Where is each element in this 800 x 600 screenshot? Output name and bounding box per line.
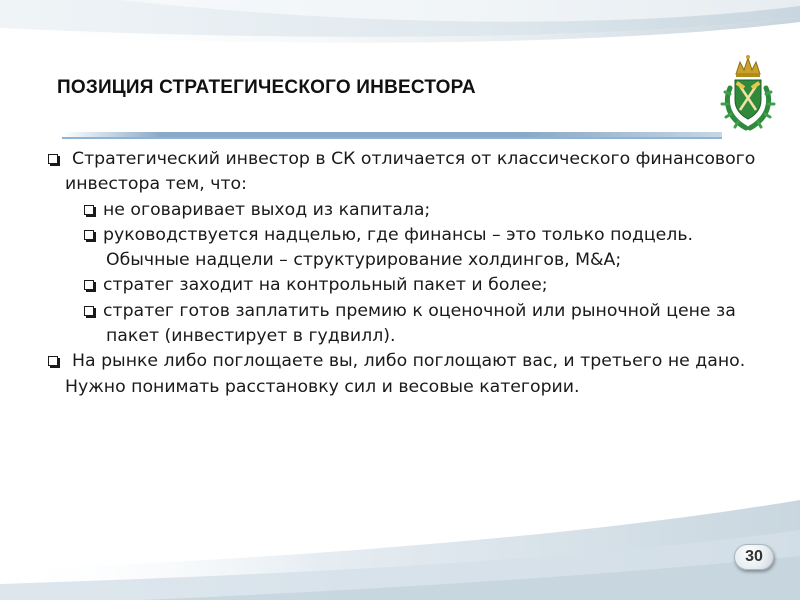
square-bullet-icon: [84, 280, 94, 290]
square-bullet-icon: [84, 230, 94, 240]
square-bullet-icon: [48, 154, 58, 164]
page-number-badge: 30: [734, 544, 774, 570]
title-underline: [62, 130, 722, 142]
square-bullet-icon: [48, 356, 58, 366]
bullet-list: [48, 147, 768, 400]
mining-crossed-hammers-emblem-icon: [716, 54, 780, 134]
square-bullet-icon: [84, 306, 94, 316]
list-item: руководствуется надцелью, где финансы – это только подцель. Обычные надцели – структурирование холдингов, M&A;: [84, 223, 768, 274]
slide-title: ПОЗИЦИЯ СТРАТЕГИЧЕСКОГО ИНВЕСТОРА: [57, 77, 476, 98]
list-item: не оговаривает выход из капитала;: [84, 198, 768, 223]
bottom-swoosh-decoration: [0, 500, 800, 600]
square-bullet-icon: [84, 205, 94, 215]
list-item: стратег готов заплатить премию к оценочной или рыночной цене за пакет (инвестирует в гудвилл).: [84, 299, 768, 350]
list-item: стратег заходит на контрольный пакет и более;: [84, 273, 768, 298]
top-swoosh-decoration: [0, 0, 800, 140]
list-item: На рынке либо поглощаете вы, либо поглощают вас, и третьего не дано. Нужно понимать расстановку сил и весовые категории.: [48, 349, 768, 400]
list-item: Стратегический инвестор в СК отличается от классического финансового инвестора тем, что:: [48, 147, 768, 198]
